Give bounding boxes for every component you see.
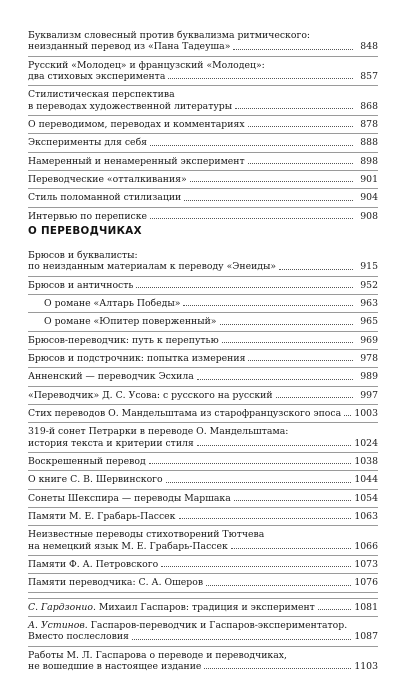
toc-entry — [28, 647, 378, 675]
toc-entry-title — [28, 559, 378, 570]
dot-leader — [150, 145, 353, 146]
section-heading: О ПЕРЕВОДЧИКАХ — [28, 225, 142, 237]
toc-entry — [28, 295, 378, 313]
dot-leader — [161, 566, 351, 567]
toc-entry-title — [28, 89, 378, 112]
toc-entry — [28, 617, 378, 647]
toc-page-number: 857 — [360, 70, 378, 82]
dot-leader — [248, 126, 353, 127]
toc-entry-text: Памяти переводчика: С. А. Ошеров — [28, 577, 204, 589]
toc-entry — [28, 598, 378, 617]
dot-leader — [344, 415, 351, 416]
dot-leader — [166, 482, 352, 483]
toc-entry-text: Переводческие «отталкивания» — [28, 173, 187, 185]
toc-page-number: 904 — [360, 192, 378, 204]
toc-page-number: 1081 — [354, 601, 378, 613]
toc-entry-text: Неизвестные переводы стихотворений Тютчева — [28, 529, 265, 541]
dot-leader — [318, 609, 352, 610]
toc-entry-title — [28, 250, 378, 273]
toc-entry-title — [28, 174, 378, 185]
toc-page-number: 1003 — [354, 407, 378, 419]
toc-entry-text: Брюсов-переводчик: путь к перепутью — [28, 334, 219, 346]
toc-entry — [28, 453, 378, 471]
toc-page-number: 1066 — [354, 540, 378, 552]
toc-page-number: 878 — [360, 118, 378, 130]
toc-entry-text: история текста и критерии стиля — [28, 437, 194, 449]
dot-leader — [179, 518, 352, 519]
toc-entry — [28, 277, 378, 295]
toc-entry-text: Стиль поломанной стилизации — [28, 192, 182, 204]
toc-page-number: 1038 — [354, 455, 378, 467]
toc-entry-text: О романе «Алтарь Победы» — [44, 297, 181, 309]
toc-list-top — [28, 27, 378, 225]
toc-entry-title — [28, 137, 378, 148]
toc-page-number: 963 — [360, 297, 378, 309]
toc-entry-title — [28, 192, 378, 203]
toc-entry — [28, 247, 378, 277]
dot-leader — [168, 78, 353, 79]
toc-entry-text: О романе «Юпитер поверженный» — [44, 316, 217, 328]
toc-entry — [28, 116, 378, 134]
toc-page-number: 1054 — [354, 492, 378, 504]
dot-leader — [231, 548, 352, 549]
toc-entry — [28, 332, 378, 350]
toc-page-number: 848 — [360, 41, 378, 53]
toc-page-number: 868 — [360, 100, 378, 112]
toc-entry — [28, 423, 378, 453]
toc-entry — [28, 134, 378, 152]
toc-entry-text: Эксперименты для себя — [28, 137, 148, 149]
toc-page-number: 997 — [360, 389, 378, 401]
toc-page-number: 1076 — [354, 577, 378, 589]
dot-leader — [206, 585, 351, 586]
toc-entry-text: Русский «Молодец» и французский «Молодец»: — [28, 59, 265, 71]
toc-page-number: 1087 — [354, 631, 378, 643]
toc-entry — [28, 490, 378, 508]
toc-page-number: 978 — [360, 352, 378, 364]
toc-entry-title — [28, 390, 378, 401]
toc-page-number: 965 — [360, 316, 378, 328]
toc-page-number: 1024 — [354, 437, 378, 449]
toc-entry-title — [28, 474, 378, 485]
toc-entry — [28, 153, 378, 171]
toc-entry — [28, 368, 378, 386]
toc-entry-text: Стилистическая перспектива — [28, 89, 175, 101]
toc-page-number: 969 — [360, 334, 378, 346]
dot-leader — [197, 445, 352, 446]
toc-entry — [28, 313, 378, 331]
toc-entry — [28, 526, 378, 556]
toc-entry-title — [28, 353, 378, 364]
toc-page-number: 908 — [360, 210, 378, 222]
toc-entry-text: Воскрешенный перевод — [28, 455, 146, 467]
toc-entry-author: А. Устинов. — [28, 619, 88, 631]
toc-entry-text: Анненский — переводчик Эсхила — [28, 371, 194, 383]
toc-entry-title — [28, 156, 378, 167]
toc-entry-title — [28, 408, 378, 419]
dot-leader — [204, 668, 351, 669]
toc-entry-title — [28, 529, 378, 552]
toc-entry — [28, 574, 378, 592]
toc-entry-text: О книге С. В. Шервинского — [28, 474, 163, 486]
toc-entry-text: по неизданным материалам к переводу «Энеиды» — [28, 261, 277, 273]
dot-leader — [276, 397, 353, 398]
dot-leader — [222, 342, 353, 343]
dot-leader — [234, 500, 352, 501]
toc-page-number: 1073 — [354, 558, 378, 570]
toc-entry-title — [28, 577, 378, 588]
toc-entry — [28, 208, 378, 225]
toc-entry-text: Намеренный и ненамеренный эксперимент — [28, 155, 245, 167]
toc-entry-title — [28, 211, 378, 222]
toc-page-number: 888 — [360, 137, 378, 149]
toc-page-number: 952 — [360, 279, 378, 291]
toc-entry-text: Работы М. Л. Гаспарова о переводе и переводчиках, — [28, 649, 287, 661]
dot-leader — [248, 163, 353, 164]
toc-entry — [28, 86, 378, 116]
dot-leader — [136, 287, 353, 288]
toc-entry-text: в переводах художественной литературы — [28, 100, 233, 112]
toc-entry — [28, 508, 378, 526]
toc-entry — [28, 556, 378, 574]
toc-entry-text: Брюсов и античность — [28, 279, 134, 291]
toc-entry-text: Михаил Гаспаров: традиция и эксперимент — [98, 601, 315, 613]
toc-entry-text: Сонеты Шекспира — переводы Маршака — [28, 492, 231, 504]
toc-entry-title — [28, 316, 378, 327]
dot-leader — [248, 360, 353, 361]
toc-entry-text: Памяти Ф. А. Петровского — [28, 558, 159, 570]
toc-entry-text: Буквализм словесный против буквализма ритмического: — [28, 30, 311, 41]
toc-entry-author: С. Гардзонио. — [28, 601, 96, 613]
toc-entry-title — [28, 280, 378, 291]
toc-entry — [28, 350, 378, 368]
toc-entry-title — [28, 511, 378, 522]
toc-entry — [28, 471, 378, 489]
toc-entry-text: Стих переводов О. Мандельштама из старофранцузского эпоса — [28, 407, 342, 419]
toc-page-number: 915 — [360, 261, 378, 273]
toc-page-number: 1103 — [354, 660, 378, 672]
toc-entry — [28, 387, 378, 405]
toc-entry-title — [28, 426, 378, 449]
toc-page-number: 1063 — [354, 510, 378, 522]
dot-leader — [184, 200, 353, 201]
toc-entry-text: «Переводчик» Д. С. Усова: с русского на русский — [28, 389, 273, 401]
dot-leader — [279, 269, 353, 270]
dot-leader — [233, 49, 353, 50]
toc-entry-text: 319-й сонет Петрарки в переводе О. Мандельштама: — [28, 426, 289, 438]
toc-entry-text: Памяти М. Е. Грабарь-Пассек — [28, 510, 176, 522]
toc-entry-title — [28, 650, 378, 673]
toc-entry-title — [28, 298, 378, 309]
toc-entry-text: Вместо послесловия — [28, 631, 129, 643]
toc-entry — [28, 27, 378, 57]
toc-entry-text: Интервью по переписке — [28, 210, 148, 222]
toc-entry — [28, 57, 378, 87]
toc-entry-text: О переводимом, переводах и комментариях — [28, 118, 245, 130]
toc-page-number: 989 — [360, 371, 378, 383]
toc-entry-title — [28, 620, 378, 643]
toc-entry — [28, 171, 378, 189]
toc-entry-text: Брюсов и подстрочник: попытка измерения — [28, 352, 246, 364]
toc-entry-title — [28, 335, 378, 346]
dot-leader — [132, 639, 351, 640]
toc-entry-text: Гаспаров-переводчик и Гаспаров-экспериментатор. — [90, 619, 348, 631]
toc-entry-title — [28, 493, 378, 504]
toc-entry-title — [28, 60, 378, 83]
dot-leader — [235, 108, 353, 109]
toc-entry-title — [28, 119, 378, 130]
dot-leader — [149, 463, 352, 464]
toc-entry-title — [28, 602, 378, 613]
toc-entry — [28, 405, 378, 423]
toc-entry-title — [28, 30, 378, 53]
toc-entry-text: не вошедшие в настоящее издание — [28, 660, 202, 672]
dot-leader — [197, 379, 353, 380]
toc-entry — [28, 189, 378, 207]
toc-entry-text: на немецкий язык М. Е. Грабарь-Пассек — [28, 540, 228, 552]
toc-entry-title — [28, 456, 378, 467]
toc-page-number: 898 — [360, 155, 378, 167]
toc-entry-title — [28, 371, 378, 382]
dot-leader — [150, 218, 353, 219]
toc-entry-text: два стиховых эксперимента — [28, 70, 166, 82]
toc-entry-text: неизданный перевод из «Пана Тадеуша» — [28, 41, 231, 53]
toc-page-number: 1044 — [354, 474, 378, 486]
dot-leader — [190, 181, 353, 182]
dot-leader — [183, 305, 353, 306]
dot-leader — [220, 324, 354, 325]
toc-page-number: 901 — [360, 173, 378, 185]
toc-list-bottom — [28, 247, 378, 675]
toc-entry-text: Брюсов и буквалисты: — [28, 250, 138, 261]
